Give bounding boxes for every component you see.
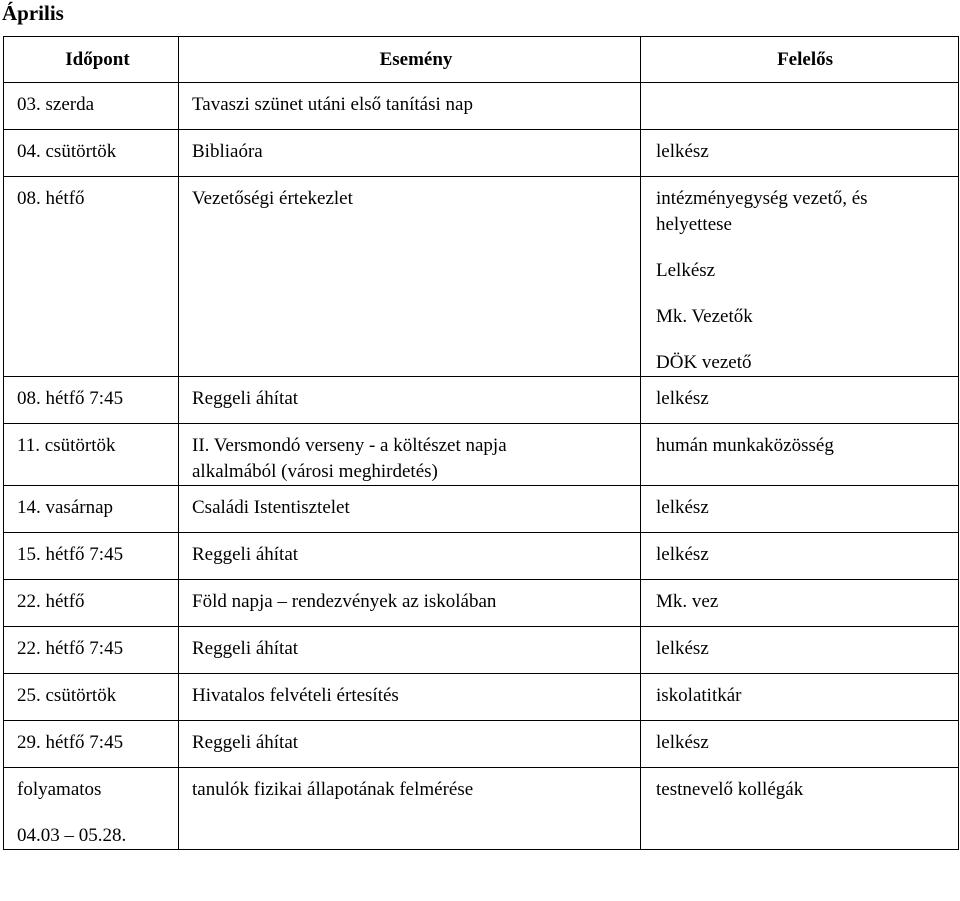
cell-responsible [641,177,959,377]
cell-responsible [641,674,959,721]
cell-responsible [641,130,959,177]
header-event: Esemény [179,37,641,83]
cell-event: Reggeli áhítat [179,627,641,674]
table-row [4,627,959,674]
cell-date: 08. hétfő 7:45 [4,377,179,424]
table-row [4,83,959,130]
cell-event: II. Versmondó verseny - a költészet napja alkalmából (városi meghirdetés) [179,424,641,486]
cell-responsible-line: lelkész [656,544,709,565]
cell-date [4,768,179,850]
cell-responsible-line: DÖK vezető [656,352,752,373]
cell-event: Bibliaóra [179,130,641,177]
cell-responsible [641,486,959,533]
cell-responsible-line: lelkész [656,732,709,753]
cell-responsible [641,768,959,850]
cell-date: 25. csütörtök [4,674,179,721]
table-row [4,768,959,850]
cell-responsible [641,377,959,424]
cell-date: 08. hétfő [4,177,179,377]
table-row [4,177,959,377]
cell-event: Reggeli áhítat [179,377,641,424]
cell-date: 14. vasárnap [4,486,179,533]
cell-event: Családi Istentisztelet [179,486,641,533]
cell-event: Tavaszi szünet utáni első tanítási nap [179,83,641,130]
cell-responsible-line: Mk. vez [656,591,719,612]
cell-responsible-line: lelkész [656,141,709,162]
cell-date: 22. hétfő [4,580,179,627]
table-row [4,533,959,580]
cell-responsible [641,721,959,768]
cell-event: tanulók fizikai állapotának felmérése [179,768,641,850]
cell-responsible [641,83,959,130]
cell-event: Reggeli áhítat [179,721,641,768]
cell-date: 03. szerda [4,83,179,130]
cell-date-line: folyamatos [17,779,102,800]
cell-date: 11. csütörtök [4,424,179,486]
cell-date: 29. hétfő 7:45 [4,721,179,768]
cell-date: 22. hétfő 7:45 [4,627,179,674]
cell-responsible-line: lelkész [656,638,709,659]
cell-date-line: 04.03 – 05.28. [17,825,127,846]
cell-event: Föld napja – rendezvények az iskolában [179,580,641,627]
cell-responsible-line: testnevelő kollégák [656,779,804,800]
cell-event: Vezetőségi értekezlet [179,177,641,377]
header-date: Időpont [4,37,179,83]
cell-event: Reggeli áhítat [179,533,641,580]
table-row [4,674,959,721]
cell-responsible-line: lelkész [656,497,709,518]
table-row [4,721,959,768]
cell-responsible-line: lelkész [656,388,709,409]
table-row [4,130,959,177]
table-row [4,377,959,424]
cell-responsible-line: intézményegység vezető, és helyettese [656,188,868,235]
header-responsible: Felelős [641,37,959,83]
cell-date: 04. csütörtök [4,130,179,177]
cell-event: Hivatalos felvételi értesítés [179,674,641,721]
table-row [4,580,959,627]
table-row [4,424,959,486]
table-header-row [4,37,959,83]
cell-responsible-line: iskolatitkár [656,685,742,706]
cell-date: 15. hétfő 7:45 [4,533,179,580]
events-table [3,36,959,850]
page-title: Április [2,1,64,25]
cell-responsible-line: Lelkész [656,260,716,281]
cell-responsible [641,580,959,627]
cell-responsible [641,533,959,580]
cell-responsible-line: Mk. Vezetők [656,306,753,327]
table-row [4,486,959,533]
cell-responsible-line: humán munkaközösség [656,435,834,456]
cell-responsible [641,424,959,486]
cell-responsible [641,627,959,674]
